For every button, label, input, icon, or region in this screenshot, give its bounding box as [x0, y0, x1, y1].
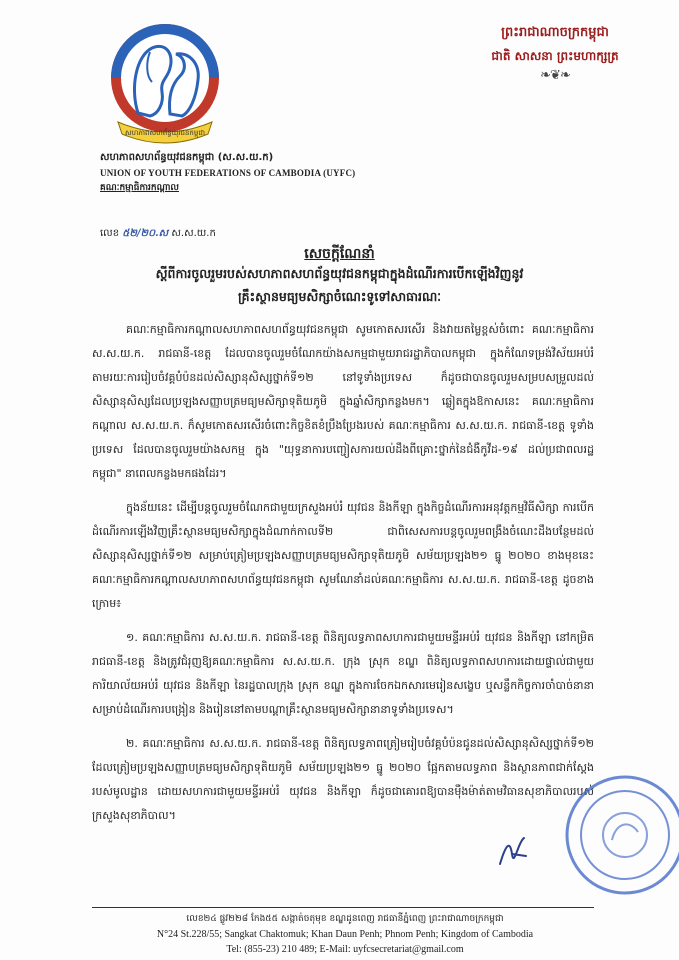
org-header	[100, 150, 356, 195]
official-stamp	[560, 770, 679, 900]
org-name-en: UNION OF YOUTH FEDERATIONS OF CAMBODIA (UYFC)	[100, 168, 356, 178]
footer	[80, 912, 610, 957]
document-title: សេចក្តីណែនាំ	[304, 246, 375, 262]
motto-line: ជាតិ សាសនា ព្រះមហាក្សត្រ	[491, 49, 619, 63]
body-paragraph: គណៈកម្មាធិការកណ្តាលសហភាពសហព័ន្ធយុវជនកម្ពុជា សូមកោតសរសើរ និងវាយតម្លៃខ្ពស់ចំពោះ គណៈកម្មាធិការ ស.ស.យ.ក. រាជធានី-ខេត្ត ដែលបានចូលរួមចំណែកយ៉ាងសកម្មជាមួយរាជរដ្ឋាភិបាលកម្ពុជា ក្នុងកំណែទម្រង់វិស័យអប់រំ តាមរយៈការរៀបចំវគ្គបំប៉នដល់សិស្សានុសិស្សថ្នាក់ទី១២ នៅទូទាំងប្រទេស ក៏ដូចជាបានចូលរួមសម្របសម្រួលដល់សិស្សានុសិស្សដែលប្រឡងសញ្ញាបត្រមធ្យមសិក្សាទុតិយភូមិ ក្នុងឆ្នាំសិក្សាកន្លងមក។ ឆ្លៀតក្នុងឱកាសនេះ គណៈកម្មាធិការកណ្តាល ស.ស.យ.ក. ក៏សូមកោតសរសើរចំពោះកិច្ចខិតខំប្រឹងប្រែងរបស់ គណៈកម្មាធិការ ស.ស.យ.ក. រាជធានី-ខេត្ត ទូទាំងប្រទេស ដែលបានចូលរួមយ៉ាងសកម្ម ក្នុង "យុទ្ធនាការបញ្ជៀសការយល់ដឹងពីគ្រោះថ្នាក់នៃជំងឺកូវីដ-១៩ ដល់ប្រជាពលរដ្ឋកម្ពុជា" នាពេលកន្លងមកផងដែរ។	[92, 323, 594, 480]
ornament-divider: ❧❦❧	[540, 68, 570, 83]
uyfc-logo-icon	[100, 18, 230, 146]
footer-contact: Tel: (855-23) 210 489; E-Mail: uyfcsecretariat@gmail.com	[226, 944, 464, 955]
kingdom-header	[455, 24, 655, 83]
ref-handwritten: ៥២/២០.ស	[122, 228, 169, 239]
ref-suffix: ស.ស.យ.ក	[171, 228, 216, 239]
instruction-item-2: ២. គណៈកម្មាធិការ ស.ស.យ.ក. រាជធានី-ខេត្ត ពិនិត្យលទ្ធភាពត្រៀមរៀបចំវគ្គបំប៉នជូនដល់សិស្សានុសិស្សថ្នាក់ទី១២ ដែលត្រៀមប្រឡងសញ្ញាបត្រមធ្យមសិក្សាទុតិយភូមិ សម័យប្រឡង២១ ធ្នូ ២០២០ ផ្អែកតាមលទ្ធភាព និងស្ថានភាពជាក់ស្តែងរបស់មូលដ្ឋាន ដោយសហការជាមួយមន្ទីរអប់រំ យុវជន និងកីឡា ក៏ដូចជាគោរពឱ្យបានម៉ឺងម៉ាត់តាមវិធានសុខាភិបាលរបស់ក្រសួងសុខាភិបាល។	[92, 737, 594, 822]
signature-mark	[496, 834, 530, 872]
org-name-kh: សហភាពសហព័ន្ធយុវជនកម្ពុជា (ស.ស.យ.ក)	[100, 152, 274, 163]
footer-address-en: N°24 St.228/55; Sangkat Chaktomuk; Khan Daun Penh; Phnom Penh; Kingdom of Cambodia	[156, 929, 534, 940]
org-unit: គណៈកម្មាធិការកណ្តាល	[100, 183, 179, 193]
reference-number	[100, 226, 216, 241]
kingdom-line: ព្រះរាជាណាចក្រកម្ពុជា	[501, 25, 609, 40]
footer-address-kh: លេខ២៤ ផ្លូវ២២៨ កែង៥៥ សង្កាត់ចតុមុខ ខណ្ឌដូនពេញ រាជធានីភ្នំពេញ ព្រះរាជាណាចក្រកម្ពុជា	[186, 914, 504, 924]
document-body	[92, 318, 594, 838]
ref-prefix: លេខ	[100, 228, 120, 239]
body-paragraph: ក្នុងន័យនេះ ដើម្បីបន្តចូលរួមចំណែកជាមួយក្រសួងអប់រំ យុវជន និងកីឡា ក្នុងកិច្ចដំណើរការអនុវត្តកម្មវិធីសិក្សា ការបើកដំណើរការឡើងវិញគ្រឹះស្ថានមធ្យមសិក្សាក្នុងដំណាក់កាលទី២ ជាពិសេសការបន្តចូលរួមពង្រឹងចំណេះដឹងបន្ថែមដល់សិស្សានុសិស្សថ្នាក់ទី១២ សម្រាប់ត្រៀមប្រឡងសញ្ញាបត្រមធ្យមសិក្សាទុតិយភូមិ សម័យប្រឡង២១ ធ្នូ ២០២០ ខាងមុខនេះ គណៈកម្មាធិការកណ្តាលសហភាពសហព័ន្ធយុវជនកម្ពុជា សូមណែនាំដល់គណៈកម្មាធិការ ស.ស.យ.ក. រាជធានី-ខេត្ត ដូចខាងក្រោម៖	[92, 501, 594, 610]
document-subject-line2: គ្រឹះស្ថានមធ្យមសិក្សាចំណេះទូទៅសាធារណៈ	[237, 289, 442, 304]
document-subject-line1: ស្តីពីការចូលរួមរបស់សហភាពសហព័ន្ធយុវជនកម្ពុជាក្នុងដំណើរការបើកឡើងវិញនូវ	[155, 266, 524, 281]
footer-divider	[92, 907, 594, 908]
instruction-item-1: ១. គណៈកម្មាធិការ ស.ស.យ.ក. រាជធានី-ខេត្ត ពិនិត្យលទ្ធភាពសហការជាមួយមន្ទីរអប់រំ យុវជន និងកីឡា នៅកម្រិតរាជធានី-ខេត្ត និងត្រូវជំរុញឱ្យគណៈកម្មាធិការ ស.ស.យ.ក. ក្រុង ស្រុក ខណ្ឌ ពិនិត្យលទ្ធភាពសហការដោយផ្ទាល់ជាមួយការិយាល័យអប់រំ យុវជន និងកីឡា នៃរដ្ឋបាលក្រុង ស្រុក ខណ្ឌ ក្នុងការចែកឯកសារមេរៀនសង្ខេប ឬសន្លឹកកិច្ចការចាំបាច់នានាសម្រាប់ដំណើរការបង្រៀន និងរៀននៅតាមបណ្តាគ្រឹះស្ថានមធ្យមសិក្សានានាទូទាំងប្រទេស។	[92, 631, 594, 716]
logo-ribbon-text: សហភាពសហព័ន្ធយុវជនកម្ពុជា	[125, 129, 205, 137]
